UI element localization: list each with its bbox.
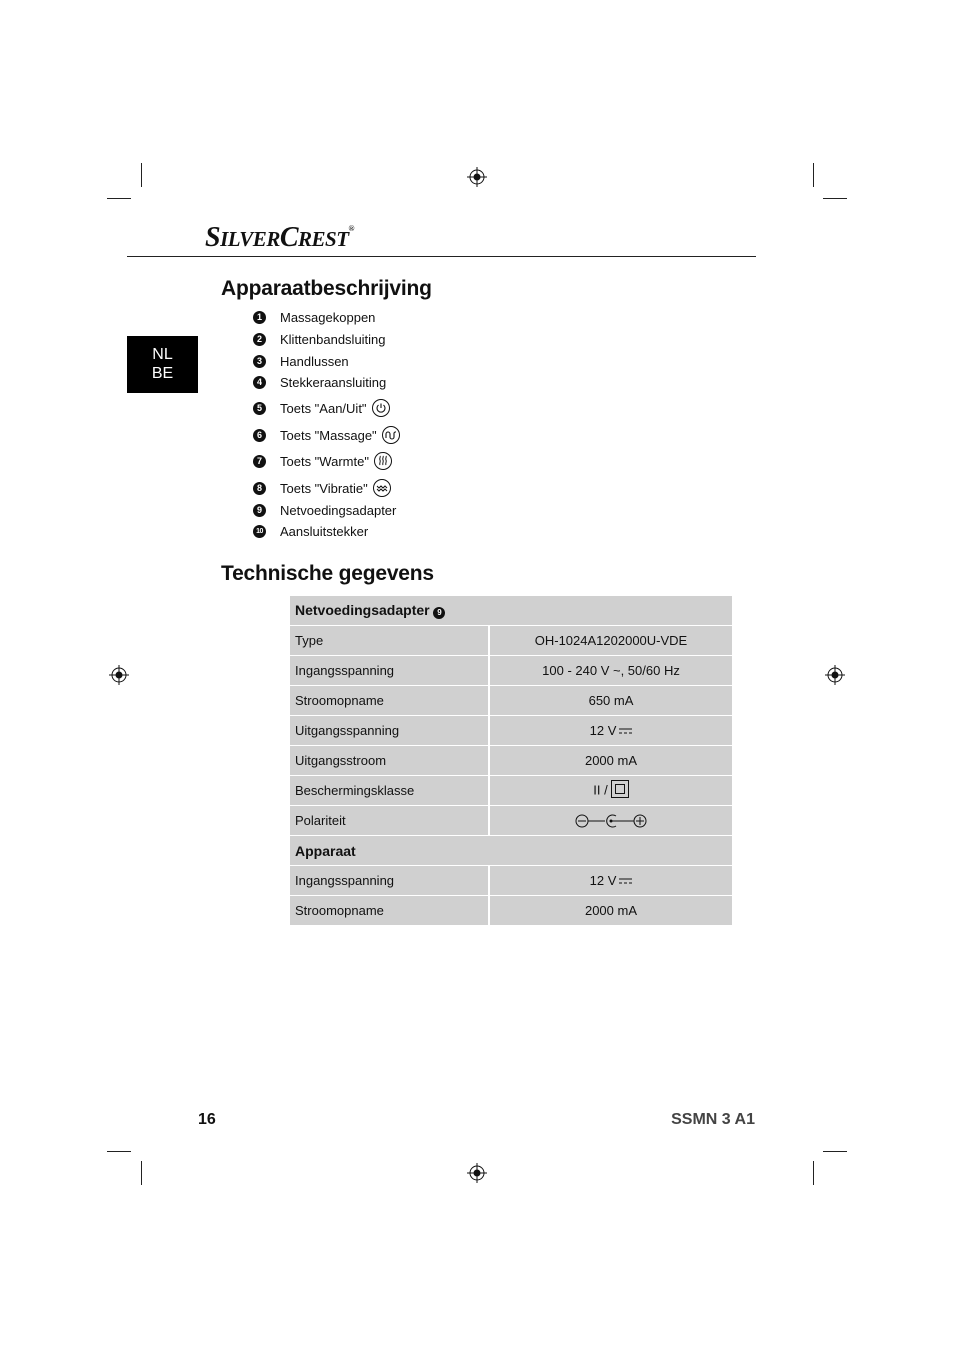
- crop-mark: [141, 1161, 142, 1185]
- spec-value: 2000 mA: [490, 896, 732, 926]
- table-row: [290, 746, 732, 776]
- spec-label: Uitgangsstroom: [290, 746, 490, 776]
- header-label: Netvoedingsadapter: [295, 602, 430, 618]
- list-item: [253, 306, 375, 328]
- item-number: 8: [253, 482, 266, 495]
- item-label: Handlussen: [280, 353, 349, 369]
- list-item: [253, 520, 368, 542]
- item-label: Toets "Massage": [280, 427, 377, 443]
- crop-mark: [813, 163, 814, 187]
- language-tab: [127, 336, 198, 393]
- table-row: [290, 626, 732, 656]
- page-number: 16: [198, 1111, 216, 1128]
- item-number: 10: [253, 525, 266, 538]
- spec-label: Stroomopname: [290, 686, 490, 716]
- list-item: [253, 350, 349, 372]
- list-item: [253, 397, 390, 419]
- registration-mark-icon: [467, 1163, 487, 1183]
- list-item: [253, 328, 386, 350]
- table-row: [290, 716, 732, 746]
- registration-mark-icon: [109, 665, 129, 685]
- language-code: BE: [151, 365, 174, 382]
- spec-value: 2000 mA: [490, 746, 732, 776]
- spec-value: 12 V: [589, 723, 617, 738]
- list-item: [253, 371, 386, 393]
- registration-mark-icon: [825, 665, 845, 685]
- item-number: 1: [253, 311, 266, 324]
- crop-mark: [107, 198, 131, 199]
- item-label: Massagekoppen: [280, 309, 376, 325]
- item-number: 3: [253, 355, 266, 368]
- heat-icon: [374, 452, 392, 470]
- item-number: 9: [253, 504, 266, 517]
- spec-value: 12 V: [589, 873, 617, 888]
- header-rule: [127, 256, 756, 257]
- class-ii-icon: [611, 780, 629, 798]
- technical-data-table: [290, 596, 732, 926]
- table-row: [290, 866, 732, 896]
- item-number: 4: [253, 376, 266, 389]
- item-label: Netvoedingsadapter: [280, 502, 397, 518]
- table-section-header: Apparaat: [290, 836, 732, 866]
- vibration-icon: [373, 479, 391, 497]
- section-title-technical: Technische gegevens: [221, 562, 434, 585]
- spec-label: Type: [290, 626, 490, 656]
- table-row: [290, 806, 732, 836]
- spec-value: OH-1024A1202000U-VDE: [490, 626, 732, 656]
- item-number: 2: [253, 333, 266, 346]
- item-label: Toets "Warmte": [280, 453, 369, 469]
- spec-value-cell: [490, 716, 732, 746]
- crop-mark: [107, 1151, 131, 1152]
- item-number: 5: [253, 402, 266, 415]
- spec-label: Polariteit: [290, 806, 490, 836]
- table-row: [290, 896, 732, 926]
- item-label: Toets "Vibratie": [280, 480, 368, 496]
- crop-mark: [823, 1151, 847, 1152]
- spec-label: Stroomopname: [290, 896, 490, 926]
- dc-symbol: [619, 878, 632, 884]
- item-label: Toets "Aan/Uit": [280, 400, 367, 416]
- power-icon: [372, 399, 390, 417]
- massage-wave-icon: [382, 426, 400, 444]
- item-number: 7: [253, 455, 266, 468]
- list-item: [253, 424, 400, 446]
- item-number: 9: [433, 607, 445, 619]
- polarity-icon: [575, 813, 647, 829]
- table-header-row: [290, 836, 732, 866]
- crop-mark: [813, 1161, 814, 1185]
- spec-label: Beschermingsklasse: [290, 776, 490, 806]
- table-row: [290, 686, 732, 716]
- brand-logo: SILVERCREST®: [205, 222, 355, 253]
- spec-value: II /: [593, 781, 608, 797]
- dc-symbol: [619, 728, 632, 734]
- crop-mark: [823, 198, 847, 199]
- item-number: 6: [253, 429, 266, 442]
- spec-value-cell: [490, 776, 732, 806]
- table-row: [290, 656, 732, 686]
- language-code: NL: [152, 346, 173, 363]
- spec-value-cell: [490, 806, 732, 836]
- item-label: Aansluitstekker: [280, 523, 369, 539]
- registration-mark-icon: [467, 167, 487, 187]
- crop-mark: [141, 163, 142, 187]
- item-label: Stekkeraansluiting: [280, 374, 387, 390]
- list-item: [253, 450, 392, 472]
- table-header-row: [290, 596, 732, 626]
- spec-value: 100 - 240 V ~, 50/60 Hz: [490, 656, 732, 686]
- spec-label: Ingangsspanning: [290, 866, 490, 896]
- model-name: SSMN 3 A1: [671, 1111, 755, 1128]
- table-section-header: [290, 596, 732, 626]
- spec-label: Uitgangsspanning: [290, 716, 490, 746]
- list-item: [253, 499, 396, 521]
- spec-value: 650 mA: [490, 686, 732, 716]
- list-item: [253, 477, 391, 499]
- table-row: [290, 776, 732, 806]
- spec-label: Ingangsspanning: [290, 656, 490, 686]
- item-label: Klittenbandsluiting: [280, 331, 386, 347]
- section-title-description: Apparaatbeschrijving: [221, 277, 432, 300]
- spec-value-cell: [490, 866, 732, 896]
